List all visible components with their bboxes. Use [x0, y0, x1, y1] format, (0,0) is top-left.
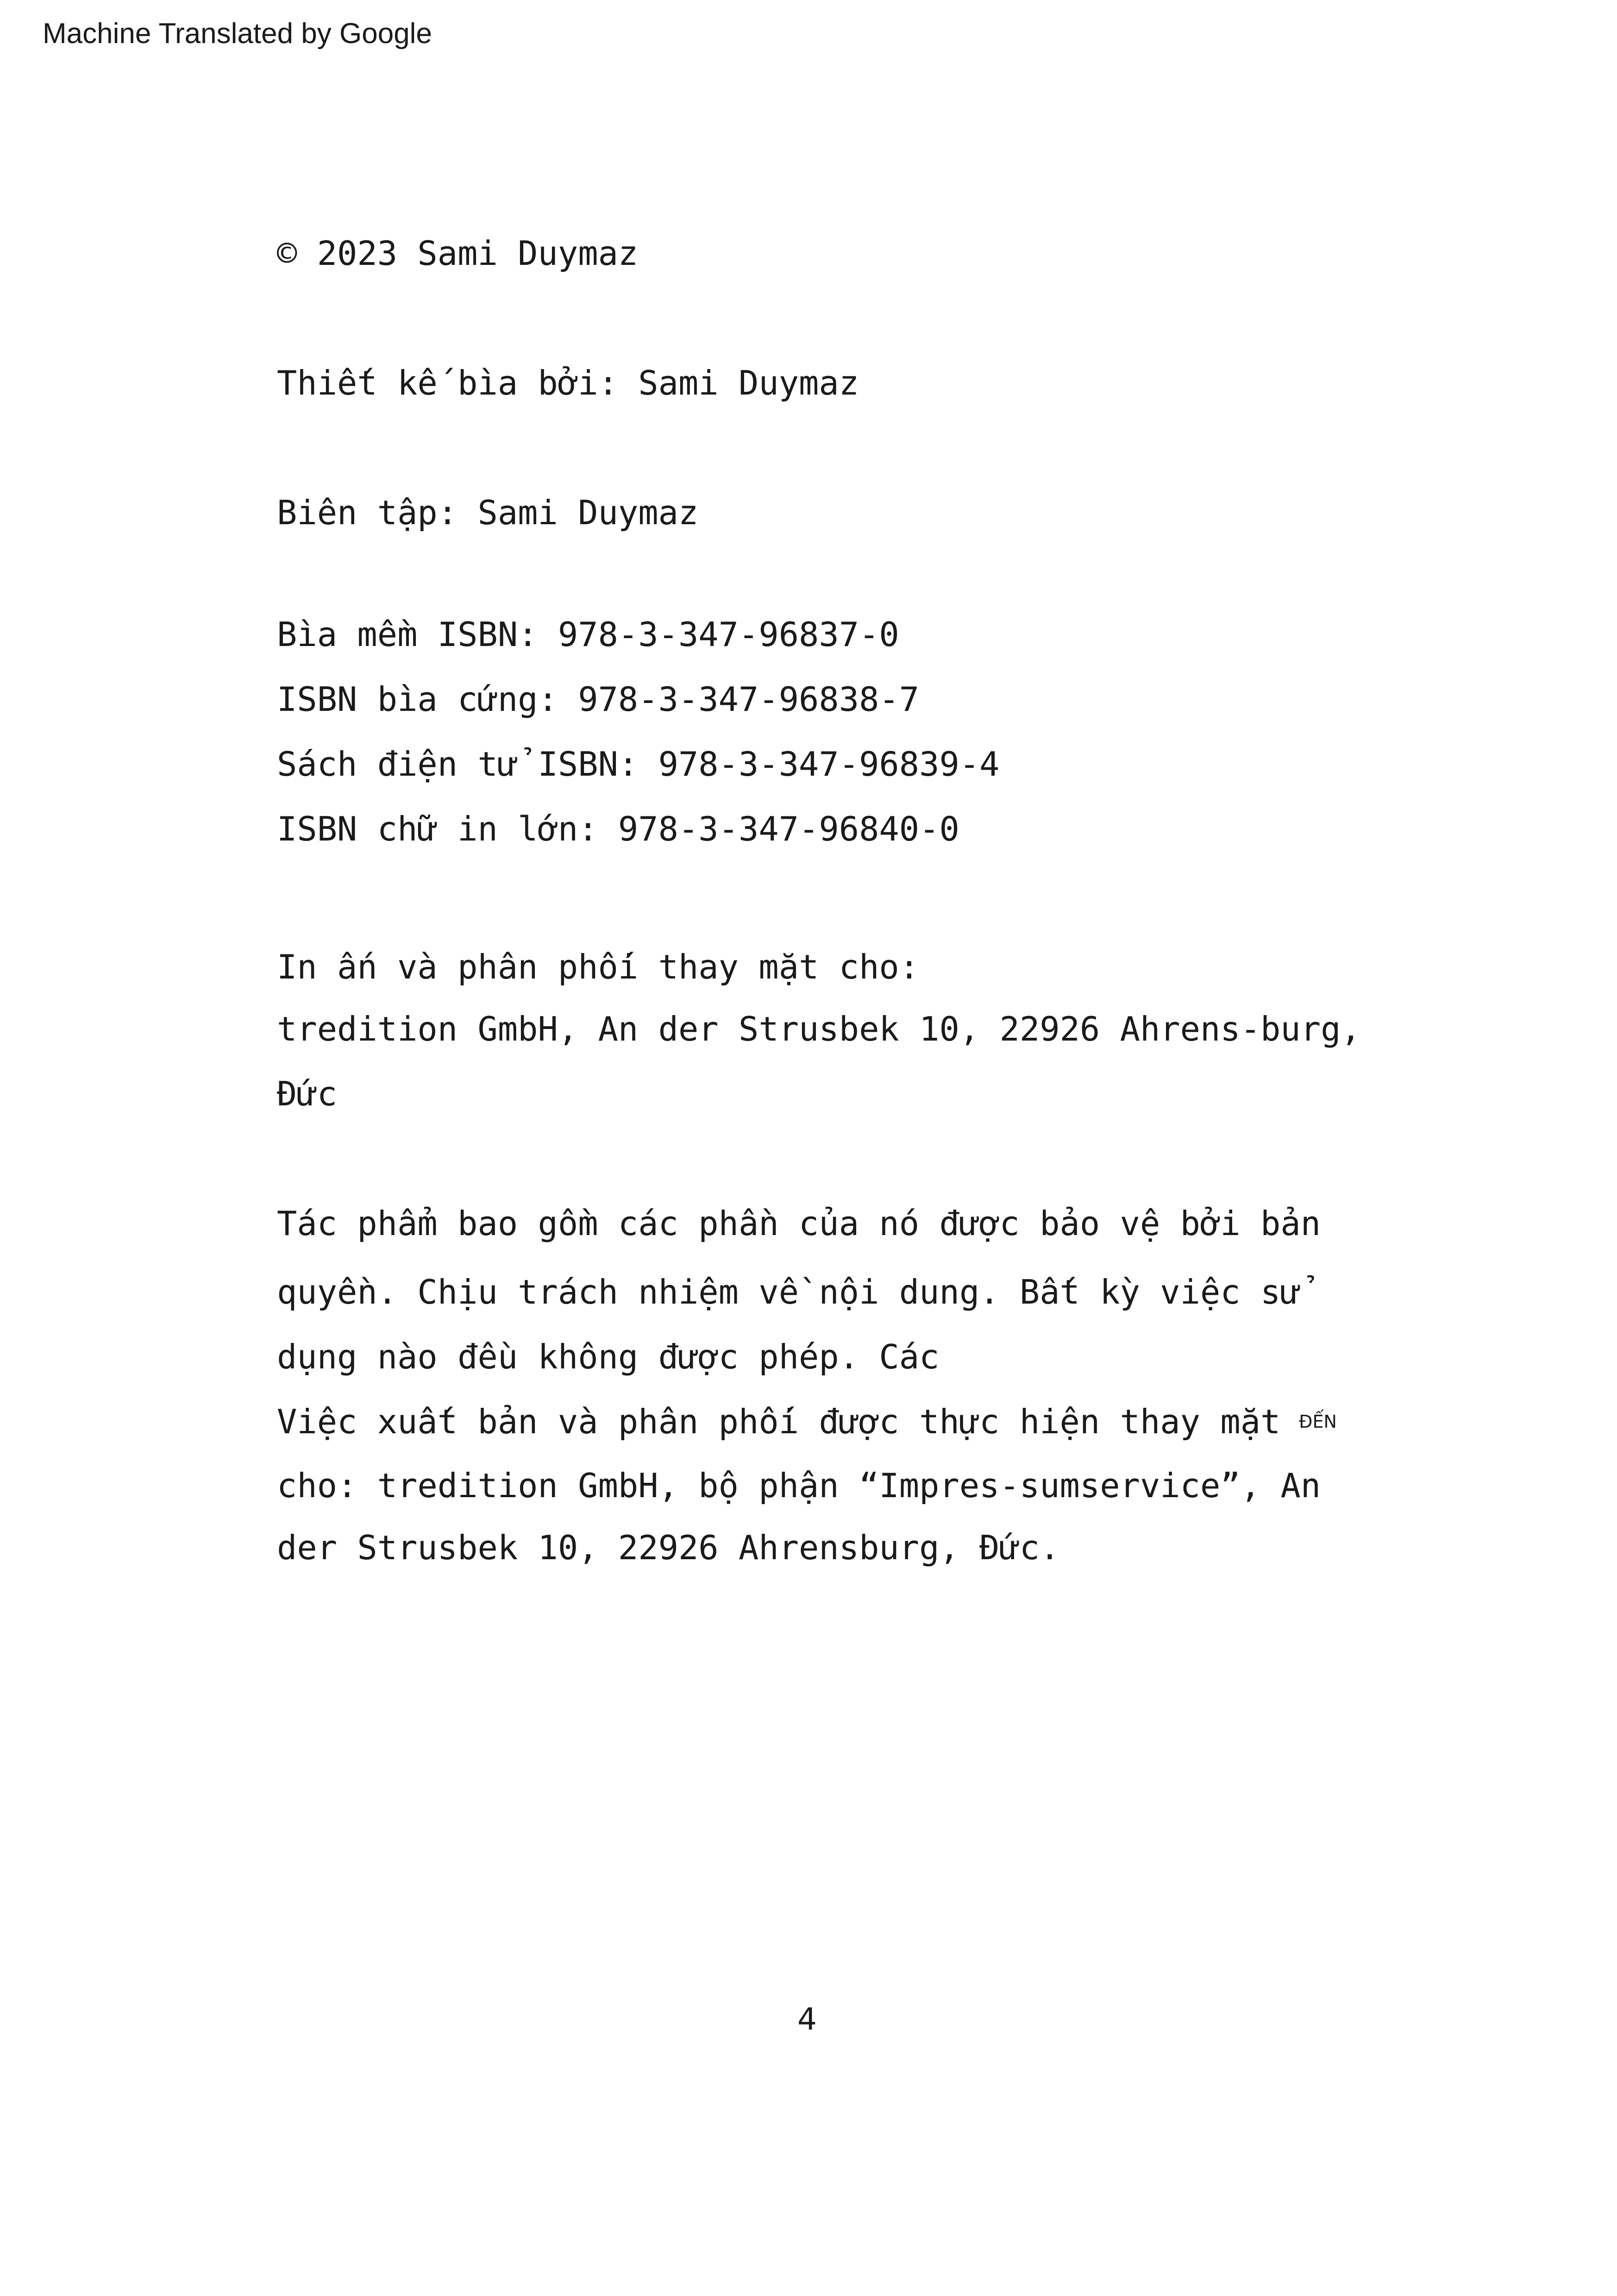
- machine-translation-banner: Machine Translated by Google: [43, 18, 432, 50]
- page-number: 4: [797, 2001, 817, 2037]
- rights-line: Tác phẩm bao gồm các phần của nó được bảo vệ bởi bản: [277, 1204, 1321, 1243]
- rights-line: der Strusbek 10, 22926 Ahrensburg, Đức.: [277, 1528, 1060, 1567]
- rights-line: Việc xuất bản và phân phối được thực hiện thay mặt: [277, 1402, 1281, 1441]
- marginal-note: ĐẾN: [1299, 1411, 1337, 1432]
- isbn-paperback: Bìa mềm ISBN: 978-3-347-96837-0: [277, 615, 899, 654]
- rights-line: quyền. Chịu trách nhiệm về nội dung. Bất kỳ việc sử: [277, 1273, 1301, 1311]
- printing-address-line2: Đức: [277, 1074, 338, 1113]
- printing-heading: In ấn và phân phối thay mặt cho:: [277, 947, 920, 986]
- cover-design-credit: Thiết kế bìa bởi: Sami Duymaz: [277, 364, 859, 402]
- editor-credit: Biên tập: Sami Duymaz: [277, 493, 699, 532]
- isbn-hardcover: ISBN bìa cứng: 978-3-347-96838-7: [277, 680, 920, 719]
- isbn-large-print: ISBN chữ in lớn: 978-3-347-96840-0: [277, 809, 959, 848]
- rights-line: dụng nào đều không được phép. Các: [277, 1337, 940, 1376]
- isbn-ebook: Sách điện tử ISBN: 978-3-347-96839-4: [277, 745, 1000, 784]
- copyright-line: © 2023 Sami Duymaz: [277, 234, 639, 273]
- printing-address-line1: tredition GmbH, An der Strusbek 10, 22926 Ahrens-burg,: [277, 1010, 1361, 1048]
- rights-line: cho: tredition GmbH, bộ phận “Impres-sumservice”, An: [277, 1466, 1321, 1505]
